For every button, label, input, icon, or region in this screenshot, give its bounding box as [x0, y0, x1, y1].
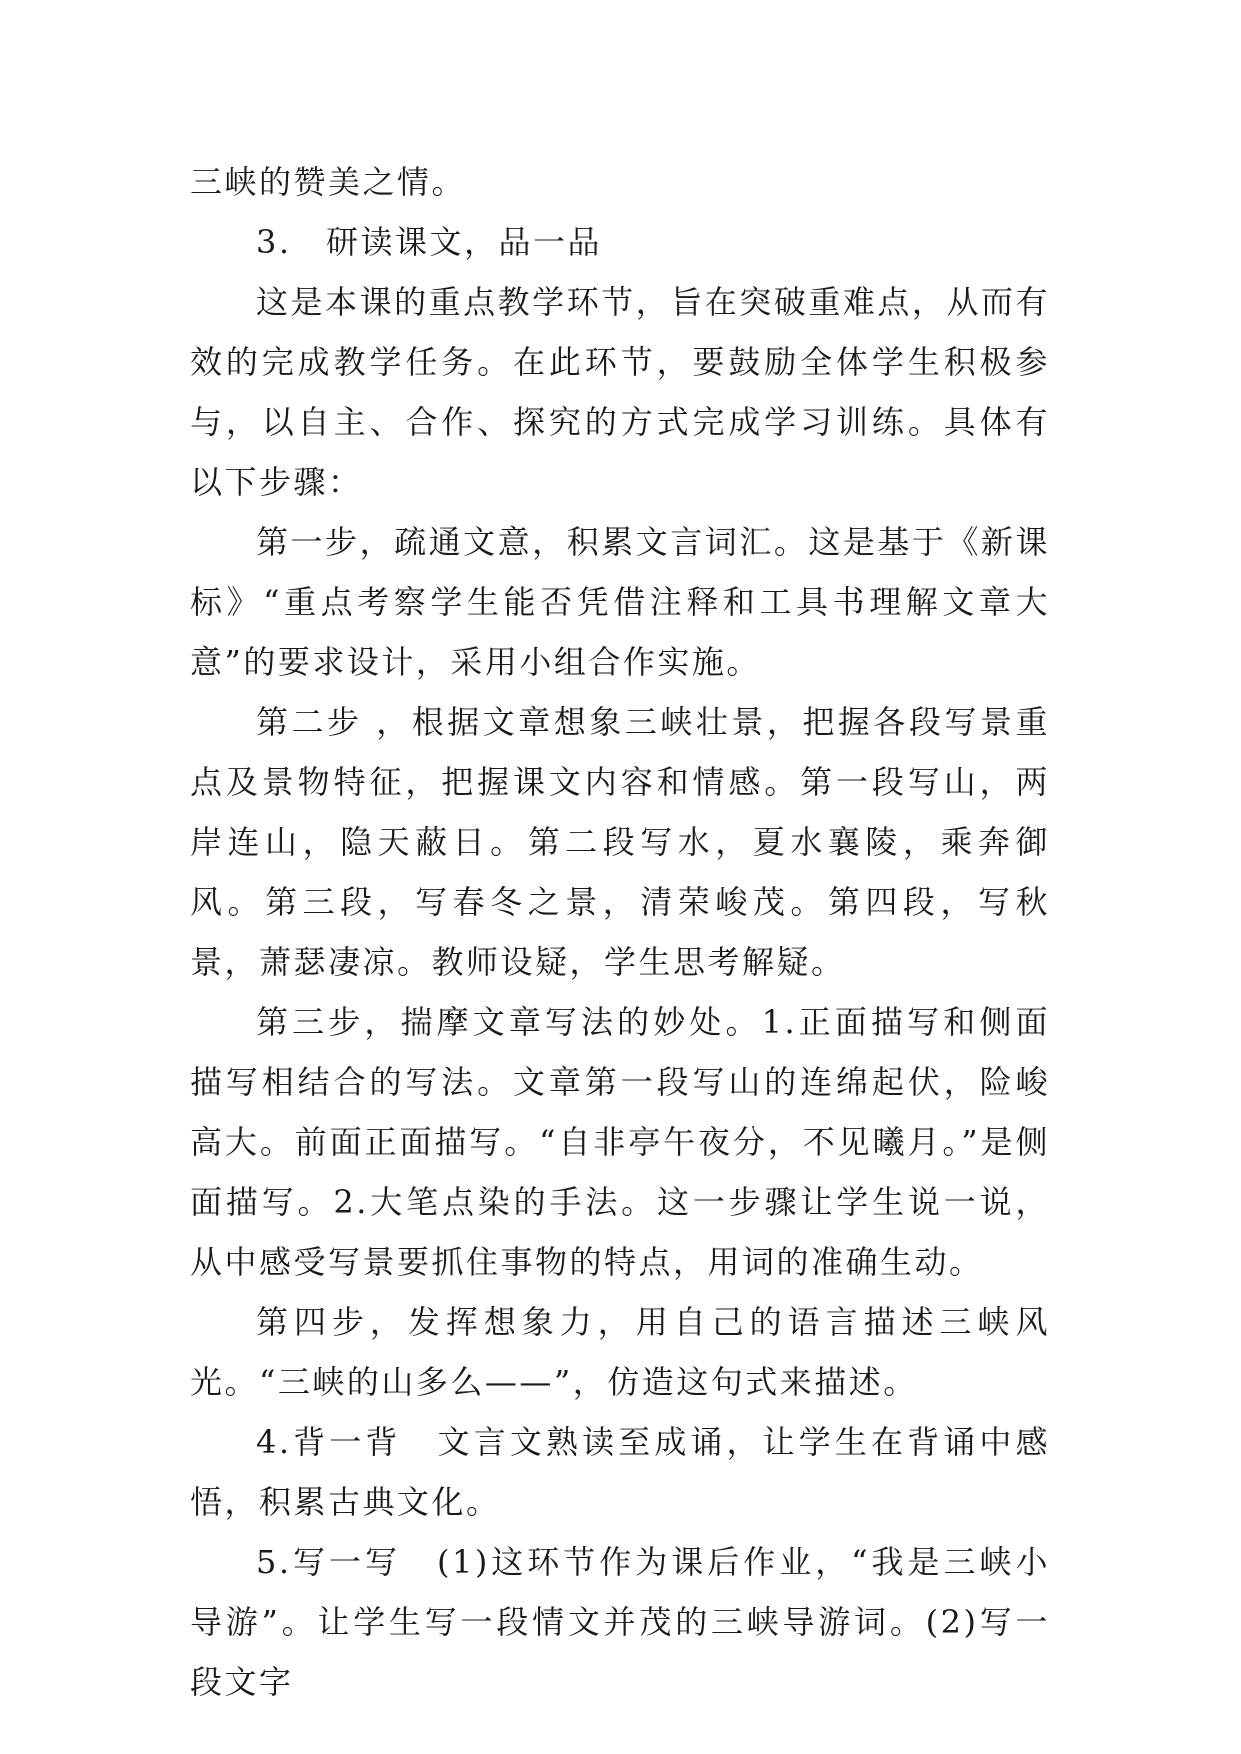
section-heading-4: 4.背一背 文言文熟读至成诵，让学生在背诵中感悟，积累古典文化。	[190, 1423, 1050, 1521]
section-heading-5: 5.写一写 (1)这环节作为课后作业，“我是三峡小导游”。让学生写一段情文并茂的三峡导游词。(2)写一段文字	[190, 1543, 1050, 1701]
paragraph-step-1: 第一步，疏通文意，积累文言词汇。这是基于《新课标》“重点考察学生能否凭借注释和工具书理解文章大意”的要求设计，采用小组合作实施。	[190, 523, 1050, 681]
paragraph-step-4: 第四步，发挥想象力，用自己的语言描述三峡风光。“三峡的山多么——”，仿造这句式来描述。	[190, 1303, 1050, 1401]
paragraph-step-2: 第二步 ，根据文章想象三峡壮景，把握各段写景重点及景物特征，把握课文内容和情感。第一段写山，两岸连山，隐天蔽日。第二段写水，夏水襄陵，乘奔御风。第三段，写春冬之景，清荣峻茂。第四段，写秋景，萧瑟凄凉。教师设疑，学生思考解疑。	[190, 703, 1050, 981]
document-body	[190, 152, 1050, 1712]
section-heading-3: 3. 研读课文，品一品	[256, 223, 603, 261]
paragraph-step-3: 第三步，揣摩文章写法的妙处。1.正面描写和侧面描写相结合的写法。文章第一段写山的连绵起伏，险峻高大。前面正面描写。“自非亭午夜分，不见曦月。”是侧面描写。2.大笔点染的手法。这一步骤让学生说一说，从中感受写景要抓住事物的特点，用词的准确生动。	[190, 1003, 1050, 1281]
paragraph-intro: 这是本课的重点教学环节，旨在突破重难点，从而有效的完成教学任务。在此环节，要鼓励全体学生积极参与，以自主、合作、探究的方式完成学习训练。具体有以下步骤：	[190, 283, 1050, 501]
paragraph-continuation: 三峡的赞美之情。	[190, 163, 467, 201]
